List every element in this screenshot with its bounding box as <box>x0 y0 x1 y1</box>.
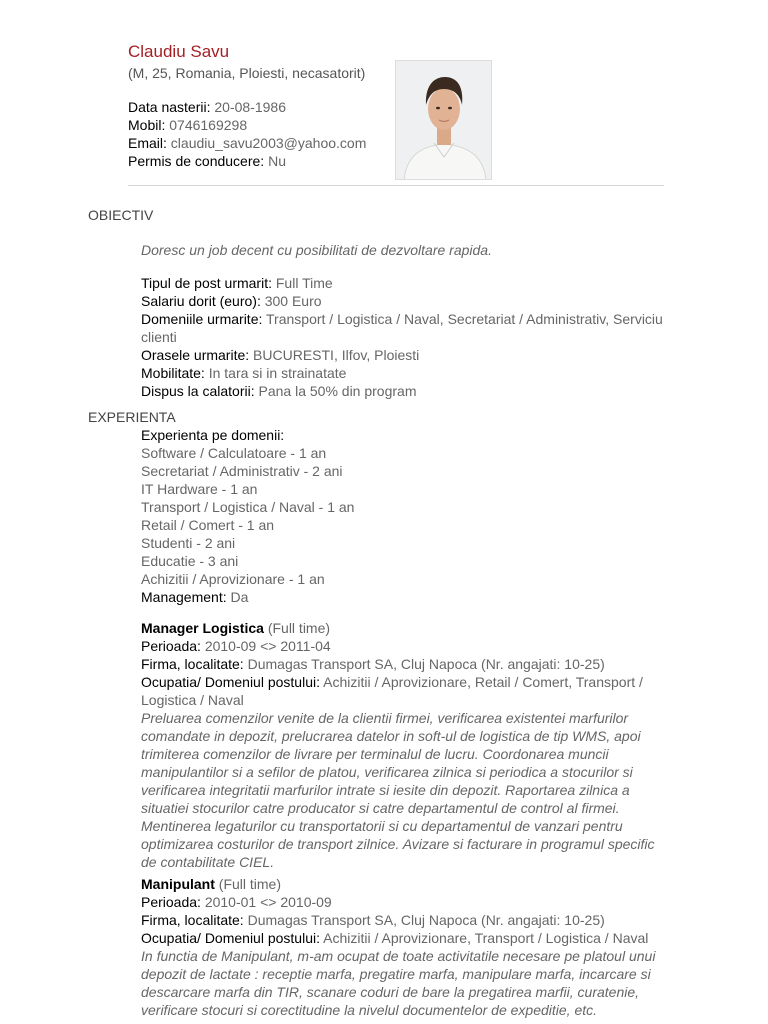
objective-fields <box>141 274 663 400</box>
field-domains: Domeniile urmarite: Transport / Logistica / Naval, Secretariat / Administrativ, Serviciu <box>141 311 663 327</box>
job-entry <box>141 619 655 871</box>
domain-item: Studenti - 2 ani <box>141 535 236 551</box>
field-mobility: Mobilitate: In tara si in strainatate <box>141 365 347 381</box>
domain-item: Secretariat / Administrativ - 2 ani <box>141 463 343 479</box>
domain-item: IT Hardware - 1 an <box>141 481 258 497</box>
job-firm: Firma, localitate: Dumagas Transport SA, Cluj Napoca (Nr. angajati: 10-25) <box>141 656 605 672</box>
candidate-photo <box>395 60 492 180</box>
job-occupation: Ocupatia/ Domeniul postului: Achizitii / Aprovizionare, Retail / Comert, Transport / <box>141 674 643 690</box>
job-description-line: verificarea integritatii marfurilor intrate si iesite din depozit. Raportarea zilnica a <box>141 782 630 798</box>
job-description-line: optimizarea costurilor de transport zilnice. Avizare si facturare in programul specific <box>141 836 655 852</box>
job-description-line: Preluarea comenzilor venite de la clientii firmei, verificarea existentei marfurilor <box>141 710 629 726</box>
job-title: Manager Logistica <box>141 620 264 636</box>
job-title-row: Manipulant (Full time) <box>141 876 282 892</box>
job-description-line: trimiterea comenzilor de livrare per terminalul de lucru. Coordonarea muncii <box>141 746 609 762</box>
field-management: Management: Da <box>141 589 249 605</box>
job-title: Manipulant <box>141 876 215 892</box>
field-travel: Dispus la calatorii: Pana la 50% din program <box>141 383 417 399</box>
job-firm: Firma, localitate: Dumagas Transport SA, Cluj Napoca (Nr. angajati: 10-25) <box>141 912 605 928</box>
job-title-row: Manager Logistica (Full time) <box>141 620 331 636</box>
field-cities: Orasele urmarite: BUCURESTI, Ilfov, Ploiesti <box>141 347 420 363</box>
job-occupation-cont: Logistica / Naval <box>141 692 244 708</box>
job-period: Perioada: 2010-01 <> 2010-09 <box>141 894 332 910</box>
domain-item: Software / Calculatoare - 1 an <box>141 445 327 461</box>
domain-item: Retail / Comert - 1 an <box>141 517 275 533</box>
job-description-line: situatiei stocurilor catre producator si catre departamentul de control al firmei. <box>141 800 620 816</box>
domain-item: Transport / Logistica / Naval - 1 an <box>141 499 355 515</box>
job-occupation: Ocupatia/ Domeniul postului: Achizitii / Aprovizionare, Transport / Logistica / Naval <box>141 930 649 946</box>
job-description-line: comandate in depozit, prelucrarea datelor in soft-ul de logistica de tip WMS, apoi <box>141 728 641 744</box>
header-divider <box>128 185 664 186</box>
portrait-image <box>396 61 492 180</box>
domains-label: Experienta pe domenii: <box>141 427 285 443</box>
objective-statement: Doresc un job decent cu posibilitati de dezvoltare rapida. <box>141 242 492 258</box>
experience-domains <box>141 426 354 606</box>
job-entry <box>141 875 655 1019</box>
field-driving-license: Permis de conducere: Nu <box>128 153 286 169</box>
domain-item: Educatie - 3 ani <box>141 553 239 569</box>
candidate-meta: (M, 25, Romania, Ploiesti, necasatorit) <box>128 65 366 81</box>
job-period: Perioada: 2010-09 <> 2011-04 <box>141 638 331 654</box>
job-description-line: depozit de lactate : receptie marfa, pregatire marfa, manipulare marfa, incarcare si <box>141 966 651 982</box>
job-description-line: In functia de Manipulant, m-am ocupat de toate activitatile necesare pe platoul unui <box>141 948 656 964</box>
section-heading-objectiv: OBIECTIV <box>88 207 154 223</box>
field-domains-cont: clienti <box>141 329 177 345</box>
field-mobile: Mobil: 0746169298 <box>128 117 248 133</box>
job-description-line: descarcare marfa din TIR, scanare coduri de bare la pregatirea marfii, curatenie, <box>141 984 640 1000</box>
domain-item: Achizitii / Aprovizionare - 1 an <box>141 571 325 587</box>
job-description-line: de contabilitate CIEL. <box>141 854 275 870</box>
field-job-type: Tipul de post urmarit: Full Time <box>141 275 333 291</box>
job-description-line: verificare stocuri si corectitudine la nivelul documentelor de expeditie, etc. <box>141 1002 598 1018</box>
candidate-name: Claudiu Savu <box>128 42 230 61</box>
job-description-line: Mentinerea legaturilor cu transportatorii si cu departamentul de vanzari pentru <box>141 818 623 834</box>
field-salary: Salariu dorit (euro): 300 Euro <box>141 293 322 309</box>
job-description-line: manipulantilor si a sefilor de platou, verificarea zilnica si periodica a stocurilor si <box>141 764 633 780</box>
field-birthdate: Data nasterii: 20-08-1986 <box>128 99 286 115</box>
field-email: Email: claudiu_savu2003@yahoo.com <box>128 135 367 151</box>
section-heading-experienta: EXPERIENTA <box>88 409 176 425</box>
